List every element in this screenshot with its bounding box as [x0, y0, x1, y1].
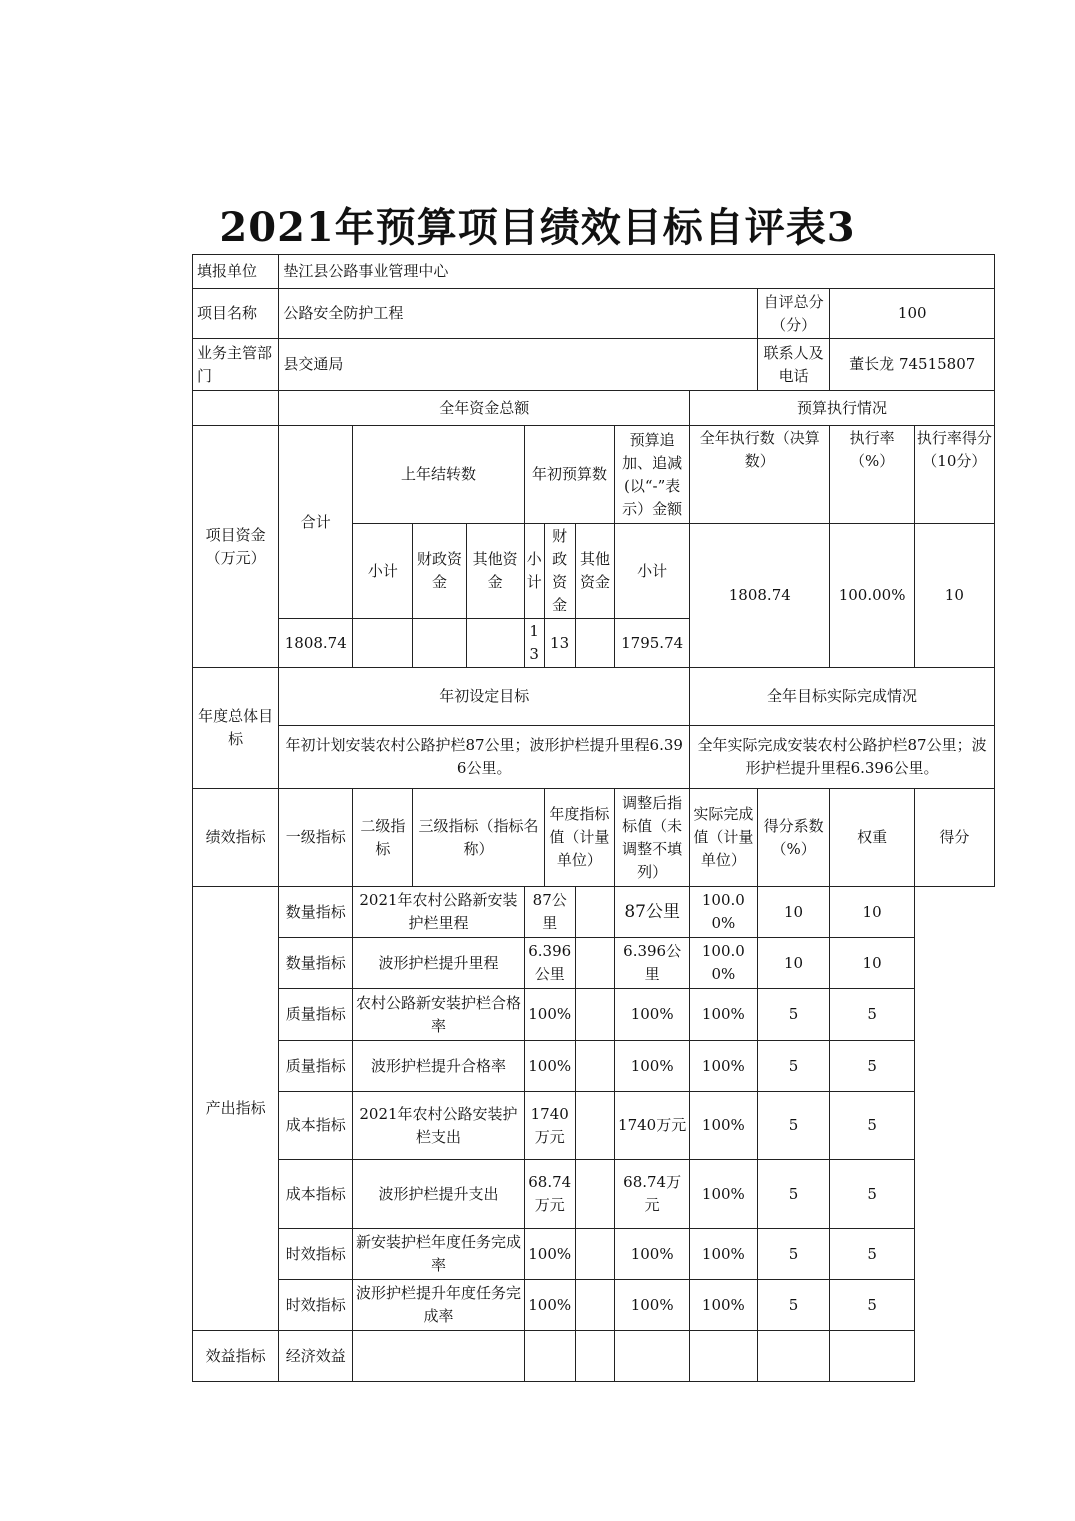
- goals-label: 年度总体目标: [193, 668, 279, 789]
- goals-actual-text: 全年实际完成安装农村公路护栏87公里；波形护栏提升里程6.396公里。: [690, 726, 995, 789]
- level2-indicator: 经济效益: [279, 1331, 353, 1382]
- indicator-name: 农村公路新安装护栏合格率: [353, 989, 525, 1041]
- unit-label: 填报单位: [193, 255, 279, 289]
- funds-total-col: 合计: [279, 426, 353, 619]
- header-coef: 得分系数（%）: [757, 789, 830, 887]
- target-value: 100%: [524, 1041, 575, 1092]
- funds-total-header: 全年资金总额: [279, 391, 690, 426]
- indicator-row: [193, 1280, 995, 1331]
- adjusted-value: [575, 1331, 615, 1382]
- indicator-row: [193, 887, 995, 938]
- adjusted-value: [575, 938, 615, 989]
- project-label: 项目名称: [193, 289, 279, 339]
- weight-value: 5: [757, 1280, 830, 1331]
- coef-value: [690, 1331, 758, 1382]
- indicator-row: [193, 1160, 995, 1229]
- target-value: 68.74万元: [524, 1160, 575, 1229]
- carry-subtotal-value: [353, 619, 413, 668]
- target-value: [524, 1331, 575, 1382]
- score-label: 自评总分（分）: [757, 289, 830, 339]
- actual-value: 100%: [615, 1229, 690, 1280]
- carry-other-value: [466, 619, 524, 668]
- funds-exec-score-col: 执行率得分（10分）: [914, 426, 994, 524]
- weight-value: 5: [757, 1092, 830, 1160]
- level1-benefit: 效益指标: [193, 1331, 279, 1382]
- adjust-subtotal-header: 小计: [615, 524, 690, 619]
- indicator-name: [353, 1331, 525, 1382]
- actual-value: 87公里: [615, 887, 690, 938]
- indicator-row: [193, 989, 995, 1041]
- indicator-row: [193, 1041, 995, 1092]
- header-actual: 实际完成值（计量单位）: [690, 789, 758, 887]
- init-other-header: 其他资金: [575, 524, 615, 619]
- contact-label: 联系人及电话: [757, 339, 830, 391]
- level2-indicator: 数量指标: [279, 887, 353, 938]
- actual-value: 100%: [615, 989, 690, 1041]
- init-fiscal-value: 13: [544, 619, 575, 668]
- contact-value: 董长龙 74515807: [830, 339, 995, 391]
- indicator-row: [193, 938, 995, 989]
- indicator-name: 2021年农村公路安装护栏支出: [353, 1092, 525, 1160]
- actual-value: [615, 1331, 690, 1382]
- actual-value: 100%: [615, 1280, 690, 1331]
- adjusted-value: [575, 1092, 615, 1160]
- score-value: 5: [830, 1160, 914, 1229]
- blank-cell: [193, 391, 279, 426]
- score-value: 5: [830, 989, 914, 1041]
- adjusted-value: [575, 1280, 615, 1331]
- funds-exec-rate-col: 执行率（%）: [830, 426, 914, 524]
- level1-output: 产出指标: [193, 887, 279, 1331]
- weight-value: 5: [757, 989, 830, 1041]
- weight-value: 10: [757, 938, 830, 989]
- total-value: 1808.74: [279, 619, 353, 668]
- coef-value: 100%: [690, 1280, 758, 1331]
- indicator-name: 波形护栏提升合格率: [353, 1041, 525, 1092]
- header-level2: 二级指标: [353, 789, 413, 887]
- indicator-row: [193, 1229, 995, 1280]
- target-value: 1740万元: [524, 1092, 575, 1160]
- funds-row-label: 项目资金（万元）: [193, 426, 279, 668]
- project-value: 公路安全防护工程: [279, 289, 757, 339]
- funds-adjust-col: 预算追加、追减(以“-”表示）金额: [615, 426, 690, 524]
- funds-initial-col: 年初预算数: [524, 426, 614, 524]
- actual-value: 1740万元: [615, 1092, 690, 1160]
- score-value: 5: [830, 1280, 914, 1331]
- page-title: 2021年预算项目绩效目标自评表3: [219, 204, 856, 251]
- funds-carryover-col: 上年结转数: [353, 426, 525, 524]
- score-value: [830, 1331, 914, 1382]
- level2-indicator: 时效指标: [279, 1280, 353, 1331]
- indicator-name: 波形护栏提升年度任务完成率: [353, 1280, 525, 1331]
- weight-value: 10: [757, 887, 830, 938]
- target-value: 100%: [524, 1229, 575, 1280]
- weight-value: [757, 1331, 830, 1382]
- exec-score-value: 10: [914, 524, 994, 668]
- score-value: 5: [830, 1092, 914, 1160]
- funds-exec-header: 预算执行情况: [690, 391, 995, 426]
- header-adjusted: 调整后指标值（未调整不填列）: [615, 789, 690, 887]
- weight-value: 5: [757, 1229, 830, 1280]
- indicator-row: [193, 1331, 995, 1382]
- actual-value: 6.396公里: [615, 938, 690, 989]
- header-score: 得分: [914, 789, 994, 887]
- target-value: 100%: [524, 1280, 575, 1331]
- coef-value: 100.00%: [690, 938, 758, 989]
- adjusted-value: [575, 1229, 615, 1280]
- coef-value: 100%: [690, 1092, 758, 1160]
- adjusted-value: [575, 1160, 615, 1229]
- exec-amount-value: 1808.74: [690, 524, 830, 668]
- carry-fiscal-value: [413, 619, 466, 668]
- level2-indicator: 成本指标: [279, 1160, 353, 1229]
- actual-value: 68.74万元: [615, 1160, 690, 1229]
- init-subtotal-header: 小计: [524, 524, 544, 619]
- carry-fiscal-header: 财政资金: [413, 524, 466, 619]
- header-level1: 一级指标: [279, 789, 353, 887]
- level2-indicator: 数量指标: [279, 938, 353, 989]
- target-value: 100%: [524, 989, 575, 1041]
- adjusted-value: [575, 887, 615, 938]
- carry-subtotal-header: 小计: [353, 524, 413, 619]
- indicator-row: [193, 1092, 995, 1160]
- adjust-value: 1795.74: [615, 619, 690, 668]
- header-weight: 权重: [830, 789, 914, 887]
- coef-value: 100%: [690, 1160, 758, 1229]
- level2-indicator: 质量指标: [279, 1041, 353, 1092]
- weight-value: 5: [757, 1041, 830, 1092]
- dept-value: 县交通局: [279, 339, 757, 391]
- goals-actual-header: 全年目标实际完成情况: [690, 668, 995, 726]
- score-value: 10: [830, 887, 914, 938]
- goals-set-text: 年初计划安装农村公路护栏87公里；波形护栏提升里程6.396公里。: [279, 726, 690, 789]
- unit-value: 垫江县公路事业管理中心: [279, 255, 995, 289]
- header-level3: 三级指标（指标名称）: [413, 789, 544, 887]
- adjusted-value: [575, 1041, 615, 1092]
- goals-set-header: 年初设定目标: [279, 668, 690, 726]
- target-value: 87公里: [524, 887, 575, 938]
- adjusted-value: [575, 989, 615, 1041]
- coef-value: 100%: [690, 1229, 758, 1280]
- init-subtotal-value: 13: [524, 619, 544, 668]
- self-evaluation-table: [192, 254, 995, 1382]
- level2-indicator: 成本指标: [279, 1092, 353, 1160]
- target-value: 6.396公里: [524, 938, 575, 989]
- indicator-name: 波形护栏提升支出: [353, 1160, 525, 1229]
- level2-indicator: 质量指标: [279, 989, 353, 1041]
- header-target: 年度指标值（计量单位）: [544, 789, 615, 887]
- indicator-name: 波形护栏提升里程: [353, 938, 525, 989]
- weight-value: 5: [757, 1160, 830, 1229]
- indicator-name: 新安装护栏年度任务完成率: [353, 1229, 525, 1280]
- coef-value: 100.00%: [690, 887, 758, 938]
- init-other-value: [575, 619, 615, 668]
- carry-other-header: 其他资金: [466, 524, 524, 619]
- indicators-label: 绩效指标: [193, 789, 279, 887]
- funds-exec-amount-col: 全年执行数（决算数）: [690, 426, 830, 524]
- score-value: 100: [830, 289, 995, 339]
- exec-rate-value: 100.00%: [830, 524, 914, 668]
- coef-value: 100%: [690, 989, 758, 1041]
- level2-indicator: 时效指标: [279, 1229, 353, 1280]
- score-value: 5: [830, 1229, 914, 1280]
- dept-label: 业务主管部门: [193, 339, 279, 391]
- score-value: 5: [830, 1041, 914, 1092]
- actual-value: 100%: [615, 1041, 690, 1092]
- coef-value: 100%: [690, 1041, 758, 1092]
- init-fiscal-header: 财政资金: [544, 524, 575, 619]
- score-value: 10: [830, 938, 914, 989]
- indicator-name: 2021年农村公路新安装护栏里程: [353, 887, 525, 938]
